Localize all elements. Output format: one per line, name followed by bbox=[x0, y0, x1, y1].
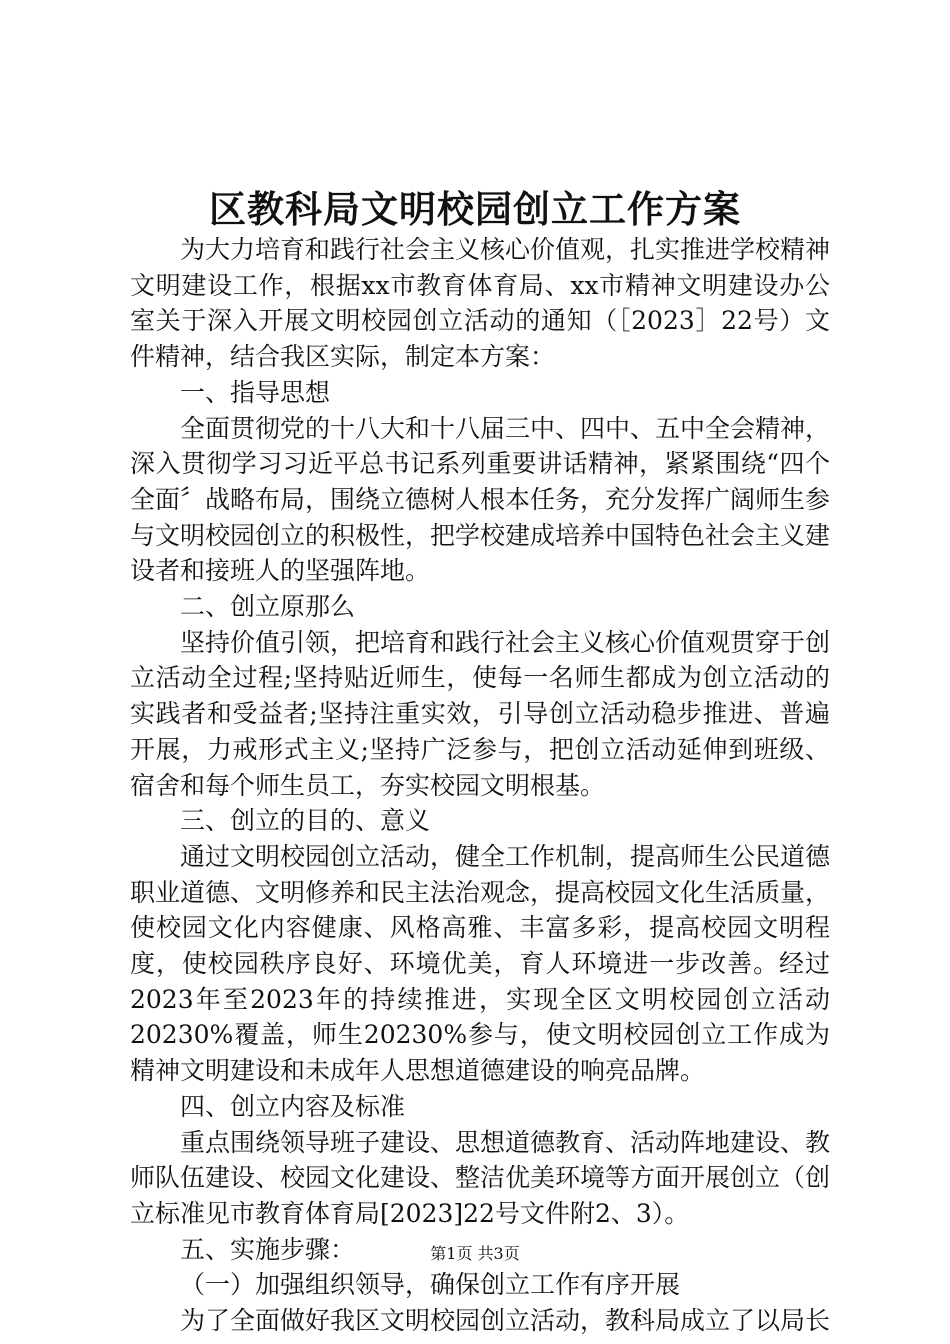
section-heading-guiding-ideology: 一、指导思想 bbox=[180, 377, 331, 407]
section-heading-purpose: 三、创立的目的、意义 bbox=[180, 806, 431, 836]
section-heading-principles: 二、创立原那么 bbox=[180, 592, 356, 622]
page-footer: 第1页 共3页 bbox=[430, 1244, 520, 1263]
document-body bbox=[130, 232, 830, 1339]
paragraph-content-standards: 重点围绕领导班子建设、思想道德教育、活动阵地建设、教师队伍建设、校园文化建设、整洁优美环境等方面开展创立（创立标准见市教育体育局[2023]22号文件附2、3）。 bbox=[130, 1127, 831, 1228]
paragraph-purpose: 通过文明校园创立活动，健全工作机制，提高师生公民道德职业道德、文明修养和民主法治观念，提高校园文化生活质量，使校园文化内容健康、风格高雅、丰富多彩，提高校园文明程度，使校园秩序良好、环境优美，育人环境进一步改善。经过2023年至2023年的持续推进，实现全区文明校园创立活动20230%覆盖，师生20230%参与，使文明校园创立工作成为精神文明建设和未成年人思想道德建设的响亮品牌。 bbox=[130, 841, 831, 1086]
paragraph-leadership: 为了全面做好我区文明校园创立活动，教科局成立了以局长 bbox=[180, 1306, 831, 1336]
paragraph-principles: 坚持价值引领，把培育和践行社会主义核心价值观贯穿于创立活动全过程;坚持贴近师生，使每一名师生都成为创立活动的实践者和受益者;坚持注重实效，引导创立活动稳步推进、普遍开展，力戒形式主义;坚持广泛参与，把创立活动延伸到班级、宿舍和每个师生员工，夯实校园文明根基。 bbox=[130, 627, 831, 800]
subsection-heading-leadership: （一）加强组织领导，确保创立工作有序开展 bbox=[180, 1270, 681, 1300]
intro-paragraph: 为大力培育和践行社会主义核心价值观，扎实推进学校精神文明建设工作，根据xx市教育体育局、xx市精神文明建设办公室关于深入开展文明校园创立活动的通知（［2023］22号）文件精神，结合我区实际，制定本方案： bbox=[130, 235, 831, 372]
paragraph-guiding-ideology: 全面贯彻党的十八大和十八届三中、四中、五中全会精神，深入贯彻学习习近平总书记系列重要讲话精神，紧紧围绕“四个全面〞战略布局，围绕立德树人根本任务，充分发挥广阔师生参与文明校园创立的积极性，把学校建成培养中国特色社会主义建设者和接班人的坚强阵地。 bbox=[130, 413, 831, 586]
section-heading-implementation: 五、实施步骤： bbox=[180, 1234, 356, 1264]
section-heading-content-standards: 四、创立内容及标准 bbox=[180, 1091, 406, 1121]
document-title: 区教科局文明校园创立工作方案 bbox=[209, 187, 741, 231]
